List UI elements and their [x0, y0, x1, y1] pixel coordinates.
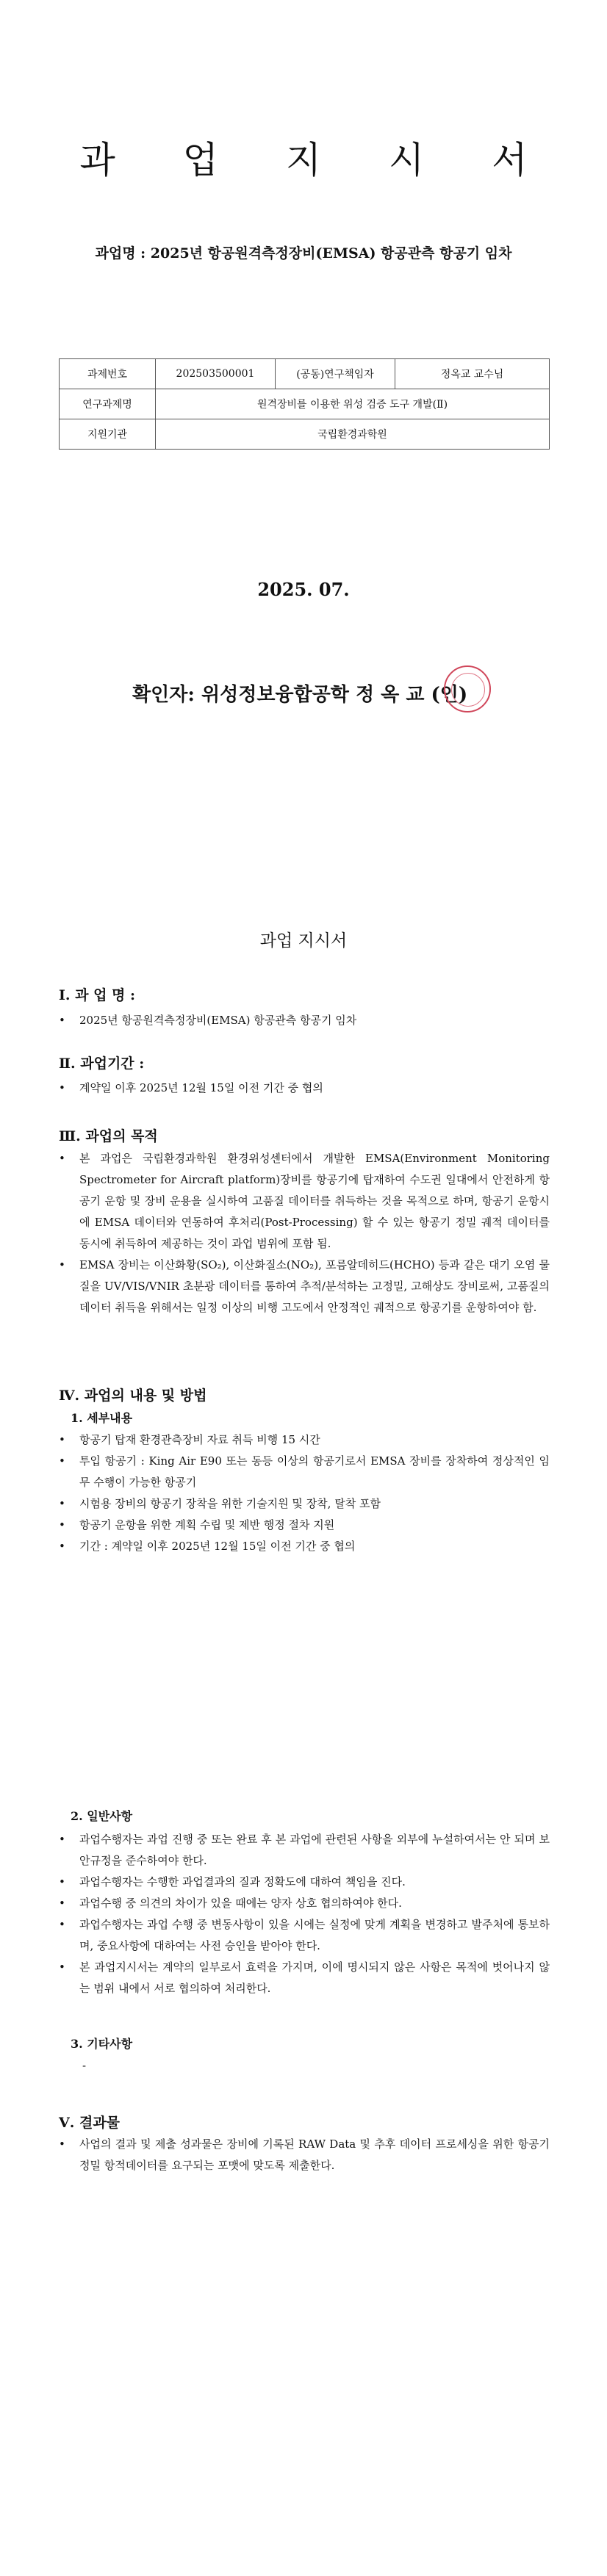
project-info-table	[59, 358, 550, 450]
list-item: • 과업수행자는 과업 진행 중 또는 완료 후 본 과업에 관련된 사항을 외부에 누설하여서는 안 되며 보안규정을 준수하여야 한다.	[59, 1829, 550, 1872]
list-item: • 항공기 운항을 위한 계획 수립 및 제반 행정 절차 지원	[59, 1515, 550, 1536]
project-name: 과업명 : 2025년 항공원격측정장비(EMSA) 항공관측 항공기 임차	[95, 245, 512, 261]
section-heading-period: Ⅱ. 과업기간 :	[59, 1056, 145, 1072]
list-item: • 본 과업지시서는 계약의 일부로서 효력을 가지며, 이에 명시되지 않은 사항은 목적에 벗어나지 않는 범위 내에서 서로 협의하여 처리한다.	[59, 1957, 550, 1999]
list-item: • EMSA 장비는 이산화황(SO₂), 이산화질소(NO₂), 포름알데히드(HCHO) 등과 같은 대기 오염 물질을 UV/VIS/VNIR 초분광 데이터를 통하여 추적/분석하는 고정밀, 고해상도 장비로써, 고품질의 데이터 취득을 위해서는 일정 이상의 비행 고도에서 안정적인 궤적으로 항공기를 운항하여야 함.	[59, 1255, 550, 1318]
list-item: • 사업의 결과 및 제출 성과물은 장비에 기록된 RAW Data 및 추후 데이터 프로세싱을 위한 항공기 정밀 항적데이터를 요구되는 포맷에 맞도록 제출한다.	[59, 2134, 550, 2176]
section-heading-deliverables: Ⅴ. 결과물	[59, 2115, 121, 2131]
table-cell: 원격장비를 이용한 위성 검증 도구 개발(Ⅱ)	[156, 389, 550, 419]
table-row	[60, 419, 550, 450]
table-cell: 과제번호	[60, 359, 156, 389]
subsection-heading-general: 2. 일반사항	[71, 1809, 133, 1823]
list-item: • 기간 : 계약일 이후 2025년 12월 15일 이전 기간 중 협의	[59, 1536, 550, 1557]
bullet-list	[59, 1078, 550, 1099]
section-heading-content: Ⅳ. 과업의 내용 및 방법	[59, 1388, 207, 1404]
table-cell: 연구과제명	[60, 389, 156, 419]
bullet-list	[59, 1829, 550, 1999]
list-item: • 과업수행 중 의견의 차이가 있을 때에는 양자 상호 협의하여야 한다.	[59, 1893, 550, 1914]
table-row	[60, 389, 550, 419]
subsection-heading-other: 3. 기타사항	[71, 2037, 133, 2051]
list-item: • 시험용 장비의 항공기 장착을 위한 기술지원 및 장착, 탈착 포함	[59, 1493, 550, 1515]
list-item: • 과업수행자는 과업 수행 중 변동사항이 있을 시에는 실정에 맞게 계획을 변경하고 발주처에 통보하며, 중요사항에 대하여는 사전 승인을 받아야 한다.	[59, 1914, 550, 1957]
list-item: • 과업수행자는 수행한 과업결과의 질과 정확도에 대하여 책임을 진다.	[59, 1872, 550, 1893]
section-heading-purpose: Ⅲ. 과업의 목적	[59, 1128, 158, 1144]
bullet-list	[59, 1148, 550, 1318]
table-cell: 202503500001	[156, 359, 276, 389]
document-title: 과업 지시서	[259, 931, 348, 950]
subsection-heading-details: 1. 세부내용	[71, 1411, 133, 1425]
bullet-list	[59, 1429, 550, 1557]
cover-date: 2025. 07.	[257, 579, 350, 600]
section-heading-project-name: Ⅰ. 과 업 명 :	[59, 987, 136, 1003]
table-cell: 국립환경과학원	[156, 419, 550, 450]
seal-stamp-icon	[444, 665, 491, 712]
list-item: • 계약일 이후 2025년 12월 15일 이전 기간 중 협의	[59, 1078, 550, 1099]
table-cell: 정옥교 교수님	[395, 359, 550, 389]
other-items-placeholder: -	[82, 2059, 87, 2072]
list-item: • 본 과업은 국립환경과학원 환경위성센터에서 개발한 EMSA(Environment Monitoring Spectrometer for Aircraft platform)장비를 항공기에 탑재하여 수도권 일대에서 안전하게 항공기 운항 및 장비 운용을 실시하여 고품질 데이터를 취득하는 것을 목적으로 하며, 항공기 운항시에 EMSA 데이터와 연동하여 후처리(Post-Processing) 할 수 있는 항공기 정밀 궤적 데이터를 동시에 취득하여 제공하는 것이 과업 범위에 포함 됨.	[59, 1148, 550, 1255]
cover-title: 과 업 지 시 서	[79, 139, 556, 181]
list-item: • 항공기 탑재 환경관측장비 자료 취득 비행 15 시간	[59, 1429, 550, 1451]
bullet-list	[59, 1010, 550, 1031]
bullet-list	[59, 2134, 550, 2176]
list-item: • 투입 항공기 : King Air E90 또는 동등 이상의 항공기로서 EMSA 장비를 장착하여 정상적인 임무 수행이 가능한 항공기	[59, 1451, 550, 1493]
table-cell: (공동)연구책임자	[276, 359, 395, 389]
list-item: • 2025년 항공원격측정장비(EMSA) 항공관측 항공기 임차	[59, 1010, 550, 1031]
table-row	[60, 359, 550, 389]
confirmer-line: 확인자: 위성정보융합공학 정 옥 교 (인)	[132, 684, 468, 706]
table-cell: 지원기관	[60, 419, 156, 450]
